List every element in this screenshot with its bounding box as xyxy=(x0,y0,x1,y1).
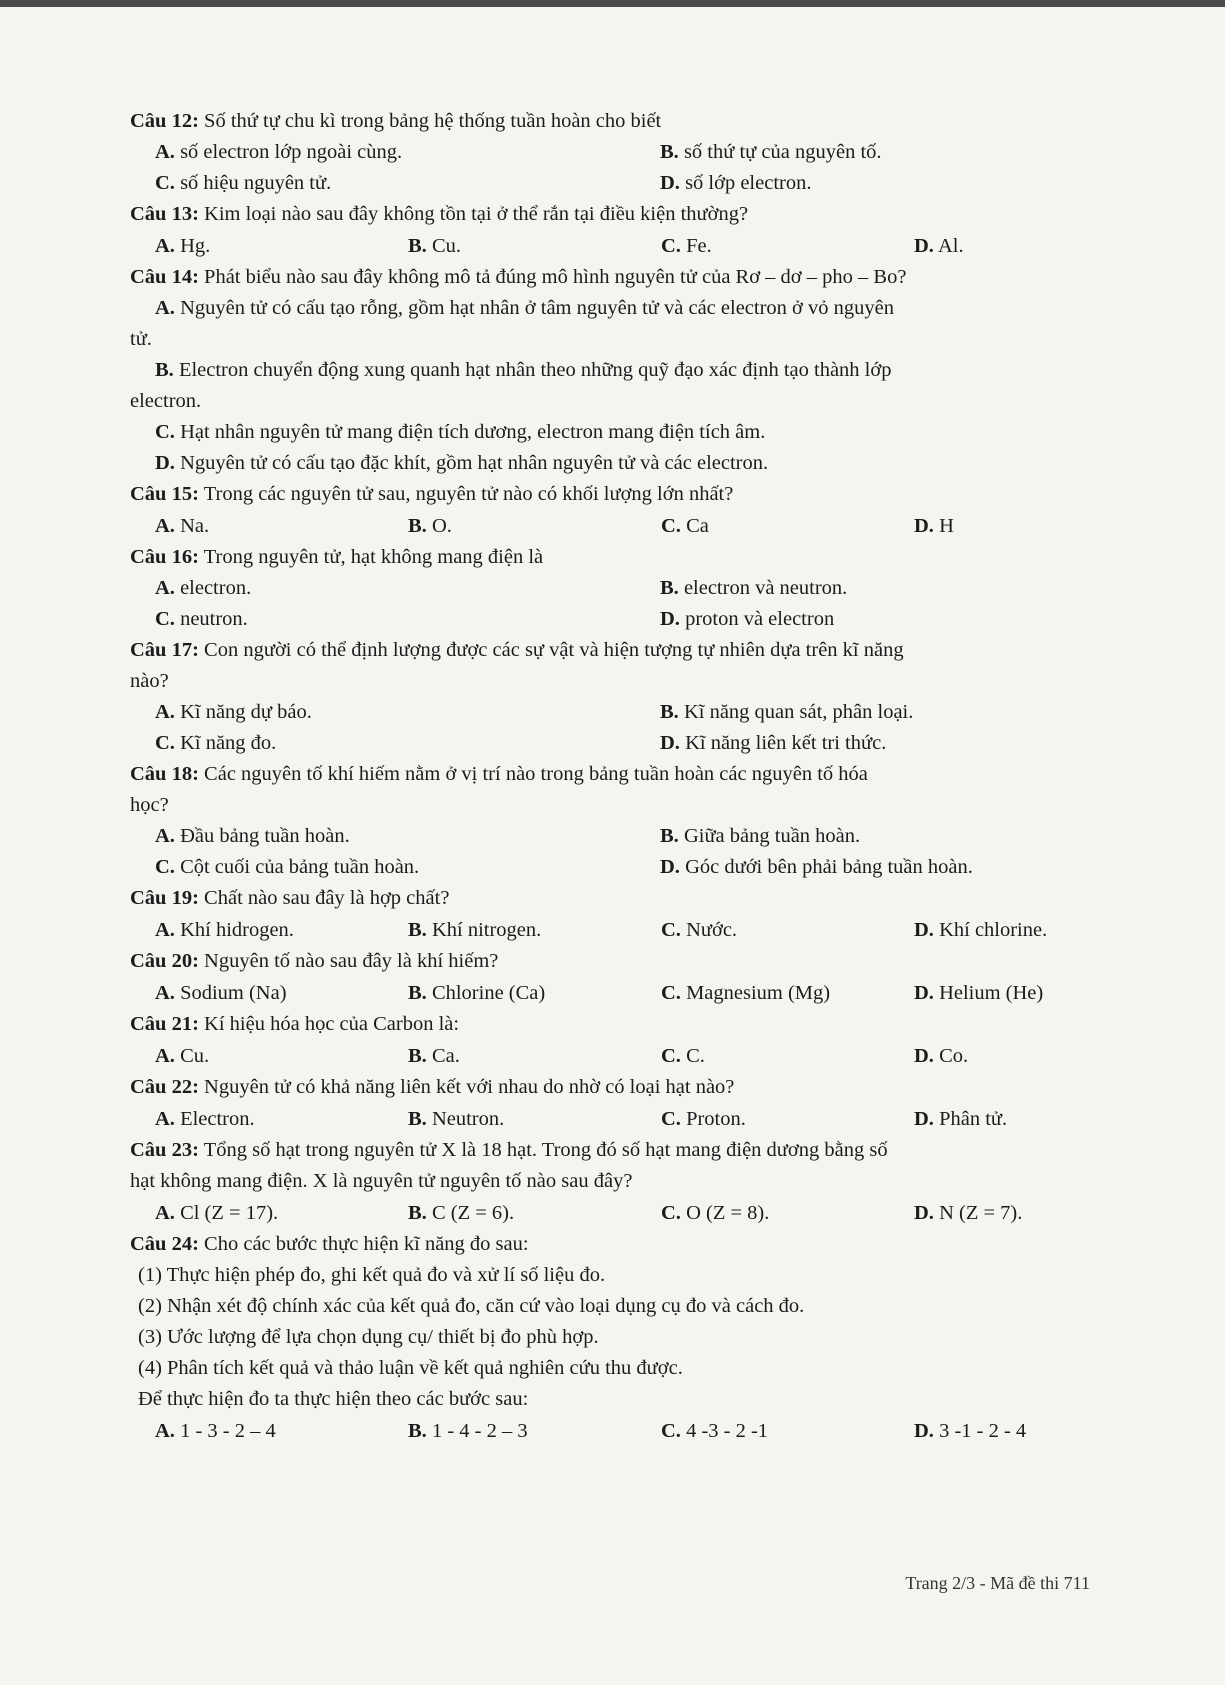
question-stem xyxy=(130,199,1130,230)
question-text: Chất nào sau đây là hợp chất? xyxy=(204,887,450,909)
answer-option xyxy=(130,448,1130,479)
question-text: Nguyên tử có khả năng liên kết với nhau do nhờ có loại hạt nào? xyxy=(204,1076,735,1098)
option-text: số hiệu nguyên tử. xyxy=(180,172,332,194)
step-item: Để thực hiện đo ta thực hiện theo các bước sau: xyxy=(138,1388,529,1410)
option-label: A. xyxy=(155,825,175,847)
option-label: D. xyxy=(660,172,680,194)
option-label: D. xyxy=(914,1202,934,1224)
option-label: C. xyxy=(661,515,681,537)
option-text: Chlorine (Ca) xyxy=(431,982,546,1004)
option-label: A. xyxy=(155,1045,175,1067)
option-text: 1 - 3 - 2 – 4 xyxy=(180,1420,276,1442)
option-text: Góc dưới bên phải bảng tuần hoàn. xyxy=(685,856,973,878)
step-item: (3) Ước lượng để lựa chọn dụng cụ/ thiết bị đo phù hợp. xyxy=(138,1326,599,1348)
answer-options xyxy=(130,1415,1130,1447)
answer-options xyxy=(130,293,1130,479)
option-text: O. xyxy=(431,515,452,537)
option-label: C. xyxy=(661,1420,681,1442)
answer-option xyxy=(660,697,1155,728)
option-label: C. xyxy=(661,1108,681,1130)
question-block xyxy=(130,1009,1130,1072)
question-stem xyxy=(130,479,1130,510)
option-text: Khí chlorine. xyxy=(939,919,1048,941)
question-stem xyxy=(130,759,1130,790)
option-text: Ca xyxy=(686,515,709,537)
option-label: B. xyxy=(408,1202,427,1224)
answer-option xyxy=(408,1415,661,1447)
question-text: Trong nguyên tử, hạt không mang điện là xyxy=(203,546,544,568)
answer-option xyxy=(661,914,914,946)
question-text: Con người có thể định lượng được các sự vật và hiện tượng tự nhiên dựa trên kĩ năng xyxy=(204,639,904,661)
option-label: B. xyxy=(408,1108,427,1130)
option-label: A. xyxy=(155,982,175,1004)
option-label: B. xyxy=(408,235,427,257)
answer-options xyxy=(130,137,1130,199)
answer-option xyxy=(155,1103,408,1135)
option-label: A. xyxy=(155,297,175,319)
answer-option xyxy=(130,417,1130,448)
answer-option xyxy=(914,1040,1155,1072)
answer-option xyxy=(660,604,1155,635)
option-label: C. xyxy=(155,856,175,878)
answer-option xyxy=(914,1415,1155,1447)
question-text: nào? xyxy=(130,670,169,692)
question-stem-continued xyxy=(130,790,1130,821)
question-text: Tổng số hạt trong nguyên tử X là 18 hạt. Trong đó số hạt mang điện dương bằng số xyxy=(203,1139,888,1161)
question-block xyxy=(130,199,1130,262)
answer-options xyxy=(130,977,1130,1009)
option-text: Helium (He) xyxy=(939,982,1044,1004)
option-text: Đầu bảng tuần hoàn. xyxy=(180,825,350,847)
option-label: D. xyxy=(914,919,934,941)
answer-option xyxy=(661,230,914,262)
option-label: B. xyxy=(408,515,427,537)
option-text: Neutron. xyxy=(431,1108,505,1130)
option-text: Electron. xyxy=(180,1108,255,1130)
option-text: electron. xyxy=(180,577,252,599)
answer-options xyxy=(130,697,1130,759)
step-item: (4) Phân tích kết quả và thảo luận về kết quả nghiên cứu thu được. xyxy=(138,1357,683,1379)
answer-option xyxy=(914,914,1155,946)
option-label: C. xyxy=(661,982,681,1004)
option-text: Nước. xyxy=(686,919,738,941)
step-item: (1) Thực hiện phép đo, ghi kết quả đo và xử lí số liệu đo. xyxy=(138,1264,606,1286)
answer-option xyxy=(408,230,661,262)
question-text: Phát biểu nào sau đây không mô tả đúng mô hình nguyên tử của Rơ – dơ – pho – Bo? xyxy=(204,266,907,288)
answer-option xyxy=(408,1103,661,1135)
option-label: A. xyxy=(155,1202,175,1224)
answer-options xyxy=(130,230,1130,262)
question-block xyxy=(130,635,1130,759)
option-label: D. xyxy=(660,856,680,878)
answer-option xyxy=(155,1415,408,1447)
answer-option xyxy=(155,728,660,759)
answer-option xyxy=(661,1040,914,1072)
answer-option xyxy=(408,977,661,1009)
answer-option xyxy=(660,137,1155,168)
answer-options xyxy=(130,573,1130,635)
option-label: C. xyxy=(155,732,175,754)
question-stem xyxy=(130,1229,1130,1260)
answer-option xyxy=(155,1197,408,1229)
question-stem xyxy=(130,883,1130,914)
answer-option xyxy=(661,1197,914,1229)
question-block xyxy=(130,106,1130,199)
option-label: D. xyxy=(914,515,934,537)
answer-option-continued: tử. xyxy=(130,328,152,350)
answer-options xyxy=(130,1040,1130,1072)
option-label: A. xyxy=(155,919,175,941)
question-text: Nguyên tố nào sau đây là khí hiếm? xyxy=(204,950,499,972)
option-text: Cu. xyxy=(180,1045,210,1067)
option-text: H xyxy=(939,515,954,537)
answer-option xyxy=(660,168,1155,199)
question-number: Câu 12: xyxy=(130,110,199,132)
option-text: Co. xyxy=(939,1045,969,1067)
option-label: D. xyxy=(660,732,680,754)
answer-options xyxy=(130,821,1130,883)
answer-option xyxy=(661,1103,914,1135)
option-text: neutron. xyxy=(180,608,248,630)
option-text: số lớp electron. xyxy=(685,172,812,194)
option-text: Cl (Z = 17). xyxy=(180,1202,279,1224)
option-label: D. xyxy=(914,1108,934,1130)
answer-option-continued: electron. xyxy=(130,390,202,412)
question-stem-continued xyxy=(130,666,1130,697)
answer-option xyxy=(130,355,1130,386)
step-item: (2) Nhận xét độ chính xác của kết quả đo, căn cứ vào loại dụng cụ đo và cách đo. xyxy=(138,1295,805,1317)
answer-option xyxy=(155,1040,408,1072)
question-stem xyxy=(130,262,1130,293)
answer-options xyxy=(130,510,1130,542)
option-label: D. xyxy=(660,608,680,630)
question-number: Câu 13: xyxy=(130,203,199,225)
option-text: Giữa bảng tuần hoàn. xyxy=(683,825,861,847)
option-text: Fe. xyxy=(686,235,712,257)
answer-option xyxy=(660,852,1155,883)
option-label: A. xyxy=(155,1420,175,1442)
option-text: Ca. xyxy=(431,1045,460,1067)
option-text: 1 - 4 - 2 – 3 xyxy=(431,1420,528,1442)
question-stem xyxy=(130,635,1130,666)
option-label: D. xyxy=(914,1420,934,1442)
option-label: A. xyxy=(155,515,175,537)
answer-option xyxy=(155,852,660,883)
question-text: Kí hiệu hóa học của Carbon là: xyxy=(204,1013,460,1035)
option-text: số electron lớp ngoài cùng. xyxy=(180,141,403,163)
answer-option xyxy=(661,977,914,1009)
option-label: A. xyxy=(155,235,175,257)
option-label: B. xyxy=(660,577,679,599)
answer-options xyxy=(130,914,1130,946)
option-label: A. xyxy=(155,701,175,723)
answer-option xyxy=(660,573,1155,604)
answer-option xyxy=(155,914,408,946)
option-label: D. xyxy=(155,452,175,474)
answer-option xyxy=(155,230,408,262)
step-list xyxy=(130,1260,1130,1415)
option-text: Proton. xyxy=(686,1108,746,1130)
answer-option xyxy=(155,168,660,199)
answer-option xyxy=(155,977,408,1009)
option-text: Hạt nhân nguyên tử mang điện tích dương, electron mang điện tích âm. xyxy=(180,421,766,443)
option-text: Khí hidrogen. xyxy=(180,919,294,941)
answer-option xyxy=(660,821,1155,852)
question-block xyxy=(130,479,1130,542)
question-number: Câu 15: xyxy=(130,483,199,505)
question-number: Câu 14: xyxy=(130,266,199,288)
answer-option xyxy=(155,137,660,168)
option-text: số thứ tự của nguyên tố. xyxy=(683,141,882,163)
question-number: Câu 23: xyxy=(130,1139,199,1161)
option-label: C. xyxy=(661,919,681,941)
option-text: Kĩ năng liên kết tri thức. xyxy=(685,732,887,754)
answer-option xyxy=(155,697,660,728)
question-text: Cho các bước thực hiện kĩ năng đo sau: xyxy=(204,1233,529,1255)
option-text: N (Z = 7). xyxy=(939,1202,1023,1224)
option-text: Sodium (Na) xyxy=(180,982,287,1004)
option-label: A. xyxy=(155,141,175,163)
option-label: B. xyxy=(408,919,427,941)
question-number: Câu 18: xyxy=(130,763,199,785)
option-text: Phân tử. xyxy=(939,1108,1008,1130)
option-text: proton và electron xyxy=(685,608,835,630)
question-block xyxy=(130,262,1130,479)
option-label: B. xyxy=(408,1420,427,1442)
question-stem xyxy=(130,1135,1130,1166)
answer-option xyxy=(914,230,1155,262)
option-text: Cột cuối của bảng tuần hoàn. xyxy=(180,856,420,878)
answer-option xyxy=(155,604,660,635)
answer-option xyxy=(914,1103,1155,1135)
answer-option xyxy=(155,510,408,542)
option-label: B. xyxy=(660,825,679,847)
question-number: Câu 20: xyxy=(130,950,199,972)
option-text: C (Z = 6). xyxy=(431,1202,515,1224)
question-stem xyxy=(130,542,1130,573)
option-text: Kĩ năng quan sát, phân loại. xyxy=(683,701,914,723)
option-label: C. xyxy=(155,608,175,630)
option-text: 4 -3 - 2 -1 xyxy=(686,1420,769,1442)
option-text: Al. xyxy=(937,235,964,257)
answer-option xyxy=(408,510,661,542)
question-text: Số thứ tự chu kì trong bảng hệ thống tuần hoàn cho biết xyxy=(204,110,662,132)
option-label: C. xyxy=(661,1202,681,1224)
option-label: B. xyxy=(660,141,679,163)
option-text: Nguyên tử có cấu tạo rỗng, gồm hạt nhân ở tâm nguyên tử và các electron ở vỏ nguyên xyxy=(180,297,894,319)
answer-option xyxy=(660,728,1155,759)
option-text: 3 -1 - 2 - 4 xyxy=(939,1420,1027,1442)
question-block xyxy=(130,883,1130,946)
question-block xyxy=(130,1229,1130,1447)
question-stem xyxy=(130,106,1130,137)
option-text: electron và neutron. xyxy=(683,577,848,599)
option-label: B. xyxy=(155,359,174,381)
option-label: B. xyxy=(408,1045,427,1067)
option-text: O (Z = 8). xyxy=(686,1202,770,1224)
question-stem xyxy=(130,1072,1130,1103)
question-number: Câu 22: xyxy=(130,1076,199,1098)
option-text: Nguyên tử có cấu tạo đặc khít, gồm hạt nhân nguyên tử và các electron. xyxy=(180,452,769,474)
question-number: Câu 21: xyxy=(130,1013,199,1035)
answer-option xyxy=(661,1415,914,1447)
question-number: Câu 16: xyxy=(130,546,199,568)
answer-option xyxy=(914,510,1155,542)
answer-option xyxy=(408,914,661,946)
question-stem xyxy=(130,946,1130,977)
option-text: Cu. xyxy=(431,235,461,257)
option-text: Kĩ năng dự báo. xyxy=(180,701,312,723)
question-number: Câu 19: xyxy=(130,887,199,909)
option-text: Na. xyxy=(180,515,210,537)
option-label: D. xyxy=(914,1045,934,1067)
page-footer: Trang 2/3 - Mã đề thi 711 xyxy=(905,1573,1090,1593)
question-block xyxy=(130,759,1130,883)
answer-option xyxy=(155,821,660,852)
answer-option xyxy=(914,977,1155,1009)
question-text: hạt không mang điện. X là nguyên tử nguyên tố nào sau đây? xyxy=(130,1170,633,1192)
option-text: Electron chuyển động xung quanh hạt nhân theo những quỹ đạo xác định tạo thành lớp xyxy=(178,359,892,381)
exam-page xyxy=(130,106,1130,1447)
answer-options xyxy=(130,1197,1130,1229)
option-label: D. xyxy=(914,235,934,257)
option-label: B. xyxy=(660,701,679,723)
answer-options xyxy=(130,1103,1130,1135)
question-number: Câu 24: xyxy=(130,1233,199,1255)
answer-option xyxy=(408,1197,661,1229)
option-label: D. xyxy=(914,982,934,1004)
answer-option xyxy=(408,1040,661,1072)
answer-option xyxy=(914,1197,1155,1229)
option-label: C. xyxy=(661,235,681,257)
question-stem xyxy=(130,1009,1130,1040)
option-text: Khí nitrogen. xyxy=(431,919,542,941)
question-text: Các nguyên tố khí hiếm nằm ở vị trí nào trong bảng tuần hoàn các nguyên tố hóa xyxy=(204,763,868,785)
question-block xyxy=(130,1072,1130,1135)
option-text: Kĩ năng đo. xyxy=(180,732,277,754)
question-text: Kim loại nào sau đây không tồn tại ở thể rắn tại điều kiện thường? xyxy=(204,203,749,225)
option-label: C. xyxy=(155,421,175,443)
question-block xyxy=(130,946,1130,1009)
question-text: học? xyxy=(130,794,169,816)
question-block xyxy=(130,542,1130,635)
question-stem-continued xyxy=(130,1166,1130,1197)
answer-option xyxy=(130,293,1130,324)
question-number: Câu 17: xyxy=(130,639,199,661)
option-text: Magnesium (Mg) xyxy=(686,982,831,1004)
question-text: Trong các nguyên tử sau, nguyên tử nào có khối lượng lớn nhất? xyxy=(203,483,734,505)
option-text: C. xyxy=(686,1045,705,1067)
option-label: A. xyxy=(155,1108,175,1130)
option-label: C. xyxy=(661,1045,681,1067)
scan-top-border xyxy=(0,0,1225,7)
question-block xyxy=(130,1135,1130,1229)
option-text: Hg. xyxy=(180,235,211,257)
answer-option xyxy=(661,510,914,542)
option-label: A. xyxy=(155,577,175,599)
answer-option xyxy=(155,573,660,604)
option-label: B. xyxy=(408,982,427,1004)
option-label: C. xyxy=(155,172,175,194)
